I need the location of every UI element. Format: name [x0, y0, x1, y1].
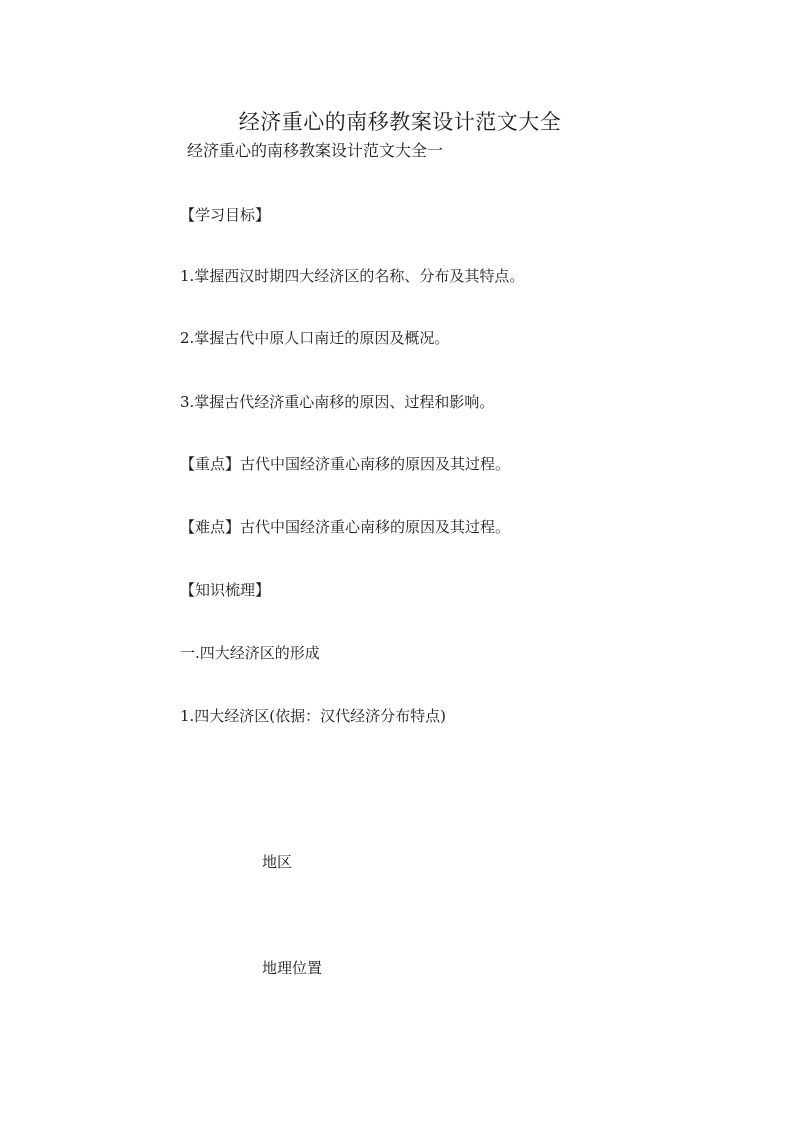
- document-title: 经济重心的南移教案设计范文大全: [238, 110, 562, 134]
- subsection-heading-economic-zones: 一.四大经济区的形成: [180, 644, 320, 662]
- table-label-location: 地理位置: [262, 959, 323, 977]
- paragraph-four-zones: 1.四大经济区(依据：汉代经济分布特点): [180, 707, 447, 725]
- paragraph-goal-1: 1.掌握西汉时期四大经济区的名称、分布及其特点。: [180, 267, 525, 285]
- paragraph-difficulty: 【难点】古代中国经济重心南移的原因及其过程。: [180, 518, 511, 536]
- paragraph-key-point: 【重点】古代中国经济重心南移的原因及其过程。: [180, 455, 511, 473]
- document-subtitle: 经济重心的南移教案设计范文大全一: [187, 141, 444, 160]
- section-heading-learning-goals: 【学习目标】: [180, 206, 271, 224]
- paragraph-goal-2: 2.掌握古代中原人口南迁的原因及概况。: [180, 329, 450, 347]
- section-heading-knowledge: 【知识梳理】: [180, 581, 271, 599]
- paragraph-goal-3: 3.掌握古代经济重心南移的原因、过程和影响。: [180, 393, 495, 411]
- table-label-region: 地区: [262, 853, 293, 871]
